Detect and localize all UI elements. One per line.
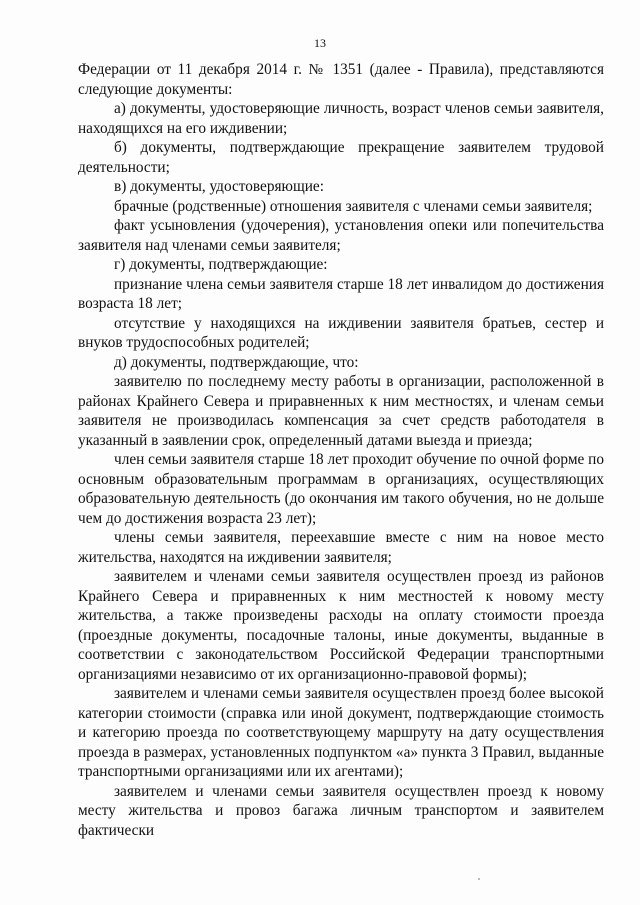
paragraph: Федерации от 11 декабря 2014 г. № 1351 (далее - Правила), представляются следующие документы: [78, 61, 604, 98]
paragraph: заявителю по последнему месту работы в организации, расположенной в районах Крайнего Севера и приравненных к ним местностях, и членам семьи заявителя не производилась компенсация за счет средств работодателя в указанный в заявлении срок, определенный датами выезда и приезда; [78, 373, 604, 449]
paragraph: б) документы, подтверждающие прекращение заявителем трудовой деятельности; [78, 139, 604, 176]
paragraph: г) документы, подтверждающие: [114, 256, 328, 273]
document-body [78, 60, 604, 840]
scan-artifact [478, 878, 480, 880]
paragraph: в) документы, удостоверяющие: [114, 178, 324, 195]
paragraph: факт усыновления (удочерения), установления опеки или попечительства заявителя над членами семьи заявителя; [78, 217, 604, 254]
paragraph: признание члена семьи заявителя старше 18 лет инвалидом до достижения возраста 18 лет; [78, 275, 604, 312]
paragraph: д) документы, подтверждающие, что: [114, 353, 359, 371]
paragraph: заявителем и членами семьи заявителя осуществлен проезд более высокой категории стоимости (справка или иной документ, подтверждающие стоимость и категорию проезда по соответствующему маршруту на дату осуществления проезда в размерах, установленных подпунктом «а» пункта 3 Правил, выданные транспортными организациями или их агентами); [78, 685, 604, 780]
paragraph: члены семьи заявителя, переехавшие вместе с ним на новое место жительства, находятся на иждивении заявителя; [78, 529, 604, 566]
paragraph: заявителем и членами семьи заявителя осуществлен проезд из районов Крайнего Севера и приравненных к ним местностей к новому месту жительства, а также произведены расходы на оплату стоимости проезда (проездные документы, посадочные талоны, иные документы, выданные в соответствии с законодательством Российской Федерации транспортными организациями независимо от их организационно-правовой формы); [78, 568, 604, 683]
paragraph: отсутствие у находящихся на иждивении заявителя братьев, сестер и внуков трудоспособных родителей; [78, 314, 604, 351]
paragraph: член семьи заявителя старше 18 лет проходит обучение по очной форме по основным образовательным программам в организациях, осуществляющих образовательную деятельность (до окончания им такого обучения, но не дольше чем до достижения возраста 23 лет); [78, 451, 604, 527]
paragraph: а) документы, удостоверяющие личность, возраст членов семьи заявителя, находящихся на его иждивении; [78, 100, 604, 137]
paragraph: брачные (родственные) отношения заявителя с членами семьи заявителя; [114, 197, 593, 215]
page-number: 13 [314, 36, 326, 50]
paragraph: заявителем и членами семьи заявителя осуществлен проезд к новому месту жительства и провоз багажа личным транспортом и заявителем фактически [78, 782, 604, 839]
